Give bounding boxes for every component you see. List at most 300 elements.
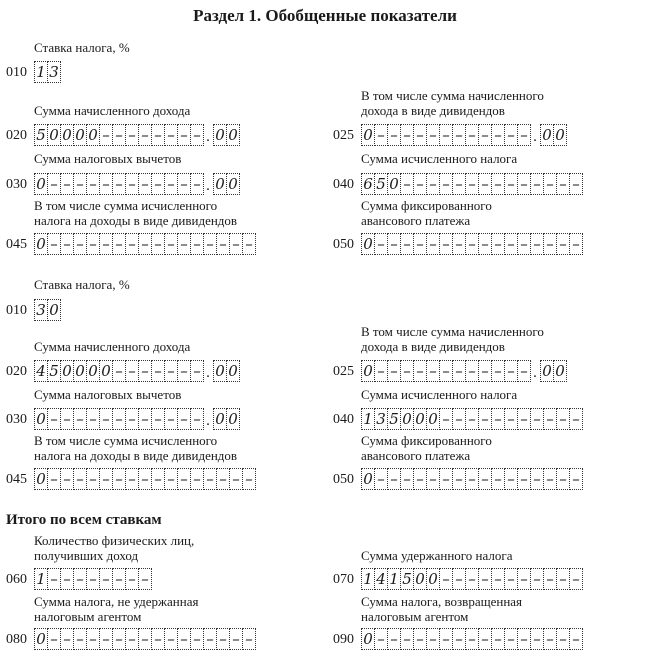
digit-cell[interactable]: 0 xyxy=(553,124,567,146)
digit-cell[interactable]: 1 xyxy=(361,408,375,430)
digit-cell[interactable]: – xyxy=(229,233,243,255)
digit-cell[interactable]: – xyxy=(517,628,531,650)
digit-cell[interactable]: 0 xyxy=(553,360,567,382)
digit-cell[interactable]: – xyxy=(543,468,557,490)
digit-cell[interactable]: – xyxy=(439,233,453,255)
digit-cell[interactable]: – xyxy=(400,628,414,650)
digit-cell[interactable]: – xyxy=(203,468,217,490)
digit-cell[interactable]: 3 xyxy=(374,408,388,430)
digit-cell[interactable]: – xyxy=(229,468,243,490)
digit-cell[interactable]: – xyxy=(138,468,152,490)
digit-cell[interactable]: 0 xyxy=(34,408,48,430)
digit-cell[interactable]: – xyxy=(517,173,531,195)
digit-cell[interactable]: – xyxy=(478,468,492,490)
digit-cell[interactable]: 4 xyxy=(34,360,48,382)
digit-cell[interactable]: 0 xyxy=(34,233,48,255)
digit-cell[interactable]: – xyxy=(374,233,388,255)
digit-cell[interactable]: – xyxy=(177,360,191,382)
amount-cells[interactable] xyxy=(34,360,239,382)
digit-cell[interactable]: – xyxy=(86,468,100,490)
digit-cell[interactable]: – xyxy=(439,173,453,195)
digit-cell[interactable]: – xyxy=(86,233,100,255)
digit-cell[interactable]: – xyxy=(47,468,61,490)
digit-cell[interactable]: – xyxy=(491,628,505,650)
digit-cell[interactable]: 0 xyxy=(213,408,227,430)
count-cells[interactable] xyxy=(34,568,151,590)
amount-cells[interactable] xyxy=(361,173,582,195)
digit-cell[interactable]: – xyxy=(556,628,570,650)
digit-cell[interactable]: – xyxy=(125,568,139,590)
digit-cell[interactable]: – xyxy=(47,408,61,430)
digit-cell[interactable]: – xyxy=(413,468,427,490)
digit-cell[interactable]: – xyxy=(190,124,204,146)
digit-cell[interactable]: – xyxy=(426,233,440,255)
digit-cell[interactable]: – xyxy=(452,468,466,490)
field-label: Количество физических лиц, получивших доход xyxy=(34,533,195,563)
digit-cell[interactable]: – xyxy=(543,628,557,650)
digit-cell[interactable]: – xyxy=(413,124,427,146)
digit-cell[interactable]: – xyxy=(439,124,453,146)
digit-cell[interactable]: 0 xyxy=(34,173,48,195)
digit-cell[interactable]: – xyxy=(47,173,61,195)
digit-cell[interactable]: 1 xyxy=(361,568,375,590)
digit-cell[interactable]: – xyxy=(413,360,427,382)
field-code: 020 xyxy=(6,364,27,379)
digit-cell[interactable]: – xyxy=(73,468,87,490)
digit-cell[interactable]: 0 xyxy=(60,124,74,146)
digit-cell[interactable]: – xyxy=(556,408,570,430)
digit-cell[interactable]: – xyxy=(517,233,531,255)
digit-cell[interactable]: – xyxy=(73,408,87,430)
digit-cell[interactable]: – xyxy=(125,173,139,195)
digit-cell[interactable]: – xyxy=(556,468,570,490)
digit-cell[interactable]: – xyxy=(177,408,191,430)
digit-cell[interactable]: – xyxy=(216,628,230,650)
digit-cell[interactable]: – xyxy=(112,408,126,430)
digit-cell[interactable]: – xyxy=(465,233,479,255)
digit-cell[interactable]: – xyxy=(190,173,204,195)
digit-cell[interactable]: 0 xyxy=(86,360,100,382)
digit-cell[interactable]: – xyxy=(99,233,113,255)
digit-cell[interactable]: – xyxy=(99,568,113,590)
digit-cell[interactable]: – xyxy=(530,408,544,430)
digit-cell[interactable]: – xyxy=(478,124,492,146)
digit-cell[interactable]: – xyxy=(112,468,126,490)
digit-cell[interactable]: – xyxy=(556,173,570,195)
digit-cell[interactable]: – xyxy=(478,360,492,382)
digit-cell[interactable]: – xyxy=(86,408,100,430)
digit-cell[interactable]: – xyxy=(517,408,531,430)
amount-cells[interactable] xyxy=(34,124,239,146)
digit-cell[interactable]: – xyxy=(47,628,61,650)
digit-cell[interactable]: – xyxy=(86,173,100,195)
digit-cell[interactable]: – xyxy=(151,173,165,195)
digit-cell[interactable]: – xyxy=(190,360,204,382)
amount-cells[interactable] xyxy=(34,408,239,430)
digit-cell[interactable]: – xyxy=(86,628,100,650)
digit-cell[interactable]: 0 xyxy=(226,124,240,146)
digit-cell[interactable]: 0 xyxy=(86,124,100,146)
rate-label: Ставка налога, % xyxy=(34,40,130,55)
digit-cell[interactable]: – xyxy=(426,173,440,195)
digit-cell[interactable]: – xyxy=(125,360,139,382)
digit-cell[interactable]: 1 xyxy=(34,568,48,590)
digit-cell[interactable]: – xyxy=(413,233,427,255)
field-label: Сумма налоговых вычетов xyxy=(34,151,182,166)
digit-cell[interactable]: – xyxy=(556,233,570,255)
digit-cell[interactable]: – xyxy=(556,568,570,590)
digit-cell[interactable]: – xyxy=(569,173,583,195)
digit-cell[interactable]: – xyxy=(112,124,126,146)
digit-cell[interactable]: – xyxy=(138,568,152,590)
field-label: В том числе сумма исчисленного налога на доходы в виде дивидендов xyxy=(34,433,238,463)
section-title: Раздел 1. Обобщенные показатели xyxy=(193,6,457,25)
digit-cell[interactable]: – xyxy=(73,628,87,650)
digit-cell[interactable]: 0 xyxy=(99,360,113,382)
digit-cell[interactable]: – xyxy=(203,233,217,255)
amount-cells[interactable] xyxy=(361,233,582,255)
digit-cell[interactable]: 0 xyxy=(213,173,227,195)
digit-cell[interactable]: – xyxy=(478,408,492,430)
digit-cell[interactable]: 0 xyxy=(426,568,440,590)
digit-cell[interactable]: – xyxy=(400,468,414,490)
digit-cell[interactable]: – xyxy=(216,233,230,255)
field-code: 025 xyxy=(333,364,354,379)
digit-cell[interactable]: 0 xyxy=(73,360,87,382)
digit-cell[interactable]: – xyxy=(99,173,113,195)
digit-cell[interactable]: – xyxy=(138,124,152,146)
digit-cell[interactable]: 3 xyxy=(34,299,48,321)
digit-cell[interactable]: – xyxy=(439,468,453,490)
digit-cell[interactable]: 0 xyxy=(540,360,554,382)
amount-cells[interactable] xyxy=(34,173,239,195)
digit-cell[interactable]: – xyxy=(190,408,204,430)
digit-cell[interactable]: – xyxy=(164,173,178,195)
digit-cell[interactable]: – xyxy=(47,233,61,255)
digit-cell[interactable]: 0 xyxy=(387,173,401,195)
digit-cell[interactable]: – xyxy=(374,628,388,650)
digit-cell[interactable]: – xyxy=(543,408,557,430)
digit-cell[interactable]: – xyxy=(99,124,113,146)
digit-cell[interactable]: – xyxy=(99,628,113,650)
digit-cell[interactable]: – xyxy=(452,233,466,255)
amount-cells[interactable] xyxy=(34,233,255,255)
digit-cell[interactable]: – xyxy=(478,568,492,590)
field-label: Сумма налога, возвращенная налоговым агентом xyxy=(361,594,523,624)
amount-cells[interactable] xyxy=(361,628,582,650)
digit-cell[interactable]: – xyxy=(530,468,544,490)
digit-cell[interactable]: – xyxy=(177,233,191,255)
digit-cell[interactable]: – xyxy=(452,568,466,590)
digit-cell[interactable]: – xyxy=(426,360,440,382)
digit-cell[interactable]: – xyxy=(465,468,479,490)
digit-cell[interactable]: – xyxy=(517,124,531,146)
digit-cell[interactable]: 3 xyxy=(47,61,61,83)
digit-cell[interactable]: – xyxy=(452,360,466,382)
digit-cell[interactable]: – xyxy=(151,124,165,146)
digit-cell[interactable]: – xyxy=(543,568,557,590)
field-label: Сумма исчисленного налога xyxy=(361,151,518,166)
digit-cell[interactable]: – xyxy=(504,628,518,650)
digit-cell[interactable]: – xyxy=(413,628,427,650)
digit-cell[interactable]: – xyxy=(517,568,531,590)
field-code: 025 xyxy=(333,128,354,143)
field-code: 030 xyxy=(6,412,27,427)
digit-cell[interactable]: – xyxy=(60,233,74,255)
digit-cell[interactable]: – xyxy=(387,233,401,255)
digit-cell[interactable]: – xyxy=(400,173,414,195)
digit-cell[interactable]: – xyxy=(569,233,583,255)
digit-cell[interactable]: 5 xyxy=(400,568,414,590)
amount-cells[interactable] xyxy=(34,628,255,650)
digit-cell[interactable]: – xyxy=(242,628,256,650)
digit-cell[interactable]: – xyxy=(517,360,531,382)
digit-cell[interactable]: – xyxy=(491,408,505,430)
digit-cell[interactable]: – xyxy=(112,628,126,650)
digit-cell[interactable]: – xyxy=(400,124,414,146)
field-label: Сумма начисленного дохода xyxy=(34,103,191,118)
digit-cell[interactable]: – xyxy=(569,468,583,490)
digit-cell[interactable]: – xyxy=(530,173,544,195)
digit-cell[interactable]: – xyxy=(491,468,505,490)
digit-cell[interactable]: – xyxy=(504,408,518,430)
digit-cell[interactable]: – xyxy=(400,233,414,255)
digit-cell[interactable]: – xyxy=(504,360,518,382)
digit-cell[interactable]: – xyxy=(426,468,440,490)
digit-cell[interactable]: – xyxy=(60,568,74,590)
digit-cell[interactable]: – xyxy=(374,124,388,146)
amount-cells[interactable] xyxy=(361,360,566,382)
digit-cell[interactable]: – xyxy=(112,173,126,195)
field-label: Сумма удержанного налога xyxy=(361,548,513,563)
amount-cells[interactable] xyxy=(34,468,255,490)
digit-cell[interactable]: – xyxy=(216,468,230,490)
digit-cell[interactable]: 0 xyxy=(226,173,240,195)
digit-cell[interactable]: – xyxy=(530,628,544,650)
digit-cell[interactable]: 0 xyxy=(540,124,554,146)
digit-cell[interactable]: – xyxy=(465,124,479,146)
digit-cell[interactable]: – xyxy=(491,124,505,146)
digit-cell[interactable]: – xyxy=(190,628,204,650)
rate-cells[interactable] xyxy=(34,61,60,83)
digit-cell[interactable]: – xyxy=(569,408,583,430)
digit-cell[interactable]: – xyxy=(374,468,388,490)
digit-cell[interactable]: – xyxy=(112,568,126,590)
digit-cell[interactable]: 0 xyxy=(226,360,240,382)
amount-cells[interactable] xyxy=(361,124,566,146)
digit-cell[interactable]: – xyxy=(164,408,178,430)
digit-cell[interactable]: 0 xyxy=(413,568,427,590)
digit-cell[interactable]: 1 xyxy=(387,568,401,590)
digit-cell[interactable]: – xyxy=(151,408,165,430)
digit-cell[interactable]: 5 xyxy=(34,124,48,146)
digit-cell[interactable]: – xyxy=(426,628,440,650)
digit-cell[interactable]: – xyxy=(478,233,492,255)
digit-cell[interactable]: – xyxy=(138,360,152,382)
field-code: 050 xyxy=(333,472,354,487)
rate-cells[interactable] xyxy=(34,299,60,321)
digit-cell[interactable]: – xyxy=(439,568,453,590)
digit-cell[interactable]: – xyxy=(465,408,479,430)
digit-cell[interactable]: 0 xyxy=(361,233,375,255)
amount-cells[interactable] xyxy=(361,468,582,490)
digit-cell[interactable]: 0 xyxy=(226,408,240,430)
digit-cell[interactable]: – xyxy=(73,173,87,195)
digit-cell[interactable]: – xyxy=(543,173,557,195)
digit-cell[interactable]: – xyxy=(465,360,479,382)
digit-cell[interactable]: 0 xyxy=(60,360,74,382)
digit-cell[interactable]: – xyxy=(452,124,466,146)
digit-cell[interactable]: 0 xyxy=(400,408,414,430)
digit-cell[interactable]: – xyxy=(504,233,518,255)
digit-cell[interactable]: – xyxy=(465,628,479,650)
digit-cell[interactable]: 0 xyxy=(361,124,375,146)
digit-cell[interactable]: – xyxy=(203,628,217,650)
field-label: В том числе сумма исчисленного налога на доходы в виде дивидендов xyxy=(34,198,238,228)
amount-cells[interactable] xyxy=(361,408,582,430)
digit-cell[interactable]: – xyxy=(387,360,401,382)
digit-cell[interactable]: – xyxy=(517,468,531,490)
digit-cell[interactable]: – xyxy=(47,568,61,590)
digit-cell[interactable]: – xyxy=(478,173,492,195)
digit-cell[interactable]: 0 xyxy=(213,360,227,382)
digit-cell[interactable]: – xyxy=(452,628,466,650)
field-code: 070 xyxy=(333,572,354,587)
digit-cell[interactable]: – xyxy=(99,408,113,430)
digit-cell[interactable]: – xyxy=(190,233,204,255)
digit-cell[interactable]: – xyxy=(125,468,139,490)
digit-cell[interactable]: – xyxy=(439,360,453,382)
digit-cell[interactable]: – xyxy=(125,408,139,430)
digit-cell[interactable]: 5 xyxy=(387,408,401,430)
digit-cell[interactable]: – xyxy=(491,568,505,590)
digit-cell[interactable]: 6 xyxy=(361,173,375,195)
digit-cell[interactable]: – xyxy=(86,568,100,590)
digit-cell[interactable]: – xyxy=(164,468,178,490)
digit-cell[interactable]: 0 xyxy=(34,468,48,490)
digit-cell[interactable]: – xyxy=(138,408,152,430)
digit-cell[interactable]: – xyxy=(439,408,453,430)
digit-cell[interactable]: – xyxy=(374,360,388,382)
totals-heading: Итого по всем ставкам xyxy=(6,512,162,528)
digit-cell[interactable]: 1 xyxy=(34,61,48,83)
decimal-separator: . xyxy=(533,129,537,145)
digit-cell[interactable]: – xyxy=(478,628,492,650)
rate-label: Ставка налога, % xyxy=(34,277,130,292)
digit-cell[interactable]: 0 xyxy=(213,124,227,146)
digit-cell[interactable]: – xyxy=(73,233,87,255)
digit-cell[interactable]: – xyxy=(125,233,139,255)
digit-cell[interactable]: – xyxy=(99,468,113,490)
digit-cell[interactable]: – xyxy=(177,628,191,650)
digit-cell[interactable]: – xyxy=(177,468,191,490)
digit-cell[interactable]: – xyxy=(387,628,401,650)
decimal-separator: . xyxy=(206,413,210,429)
digit-cell[interactable]: – xyxy=(151,628,165,650)
digit-cell[interactable]: – xyxy=(151,360,165,382)
digit-cell[interactable]: – xyxy=(465,173,479,195)
digit-cell[interactable]: – xyxy=(504,173,518,195)
digit-cell[interactable]: 0 xyxy=(426,408,440,430)
digit-cell[interactable]: – xyxy=(177,173,191,195)
digit-cell[interactable]: – xyxy=(164,124,178,146)
digit-cell[interactable]: 0 xyxy=(413,408,427,430)
digit-cell[interactable]: – xyxy=(60,408,74,430)
field-code: 080 xyxy=(6,632,27,647)
digit-cell[interactable]: – xyxy=(504,124,518,146)
digit-cell[interactable]: – xyxy=(151,233,165,255)
digit-cell[interactable]: – xyxy=(242,468,256,490)
digit-cell[interactable]: – xyxy=(112,233,126,255)
digit-cell[interactable]: – xyxy=(543,233,557,255)
digit-cell[interactable]: 0 xyxy=(361,628,375,650)
digit-cell[interactable]: – xyxy=(125,124,139,146)
digit-cell[interactable]: 0 xyxy=(361,468,375,490)
digit-cell[interactable]: – xyxy=(452,173,466,195)
digit-cell[interactable]: – xyxy=(112,360,126,382)
decimal-separator: . xyxy=(533,365,537,381)
digit-cell[interactable]: – xyxy=(530,233,544,255)
digit-cell[interactable]: – xyxy=(465,568,479,590)
field-code: 040 xyxy=(333,177,354,192)
digit-cell[interactable]: – xyxy=(138,233,152,255)
field-label: Сумма фиксированного авансового платежа xyxy=(361,433,492,463)
digit-cell[interactable]: 0 xyxy=(47,124,61,146)
digit-cell[interactable]: – xyxy=(164,233,178,255)
digit-cell[interactable]: – xyxy=(387,468,401,490)
digit-cell[interactable]: – xyxy=(242,233,256,255)
digit-cell[interactable]: 0 xyxy=(47,299,61,321)
digit-cell[interactable]: – xyxy=(60,468,74,490)
digit-cell[interactable]: – xyxy=(426,124,440,146)
digit-cell[interactable]: – xyxy=(229,628,243,650)
digit-cell[interactable]: – xyxy=(73,568,87,590)
digit-cell[interactable]: – xyxy=(413,173,427,195)
digit-cell[interactable]: 0 xyxy=(361,360,375,382)
digit-cell[interactable]: – xyxy=(491,360,505,382)
digit-cell[interactable]: 5 xyxy=(47,360,61,382)
amount-cells[interactable] xyxy=(361,568,582,590)
digit-cell[interactable]: 4 xyxy=(374,568,388,590)
digit-cell[interactable]: – xyxy=(569,628,583,650)
digit-cell[interactable]: – xyxy=(387,124,401,146)
digit-cell[interactable]: – xyxy=(138,628,152,650)
digit-cell[interactable]: – xyxy=(60,173,74,195)
digit-cell[interactable]: – xyxy=(60,628,74,650)
digit-cell[interactable]: – xyxy=(439,628,453,650)
digit-cell[interactable]: – xyxy=(177,124,191,146)
digit-cell[interactable]: – xyxy=(530,568,544,590)
digit-cell[interactable]: – xyxy=(164,360,178,382)
digit-cell[interactable]: – xyxy=(491,233,505,255)
digit-cell[interactable]: 0 xyxy=(73,124,87,146)
digit-cell[interactable]: – xyxy=(125,628,139,650)
digit-cell[interactable]: – xyxy=(190,468,204,490)
field-label: Сумма налога, не удержанная налоговым агентом xyxy=(34,594,199,624)
digit-cell[interactable]: – xyxy=(452,408,466,430)
field-code: 010 xyxy=(6,303,27,318)
digit-cell[interactable]: – xyxy=(504,568,518,590)
digit-cell[interactable]: – xyxy=(138,173,152,195)
digit-cell[interactable]: – xyxy=(151,468,165,490)
digit-cell[interactable]: – xyxy=(491,173,505,195)
digit-cell[interactable]: – xyxy=(569,568,583,590)
digit-cell[interactable]: 5 xyxy=(374,173,388,195)
digit-cell[interactable]: 0 xyxy=(34,628,48,650)
digit-cell[interactable]: – xyxy=(504,468,518,490)
digit-cell[interactable]: – xyxy=(164,628,178,650)
digit-cell[interactable]: – xyxy=(400,360,414,382)
